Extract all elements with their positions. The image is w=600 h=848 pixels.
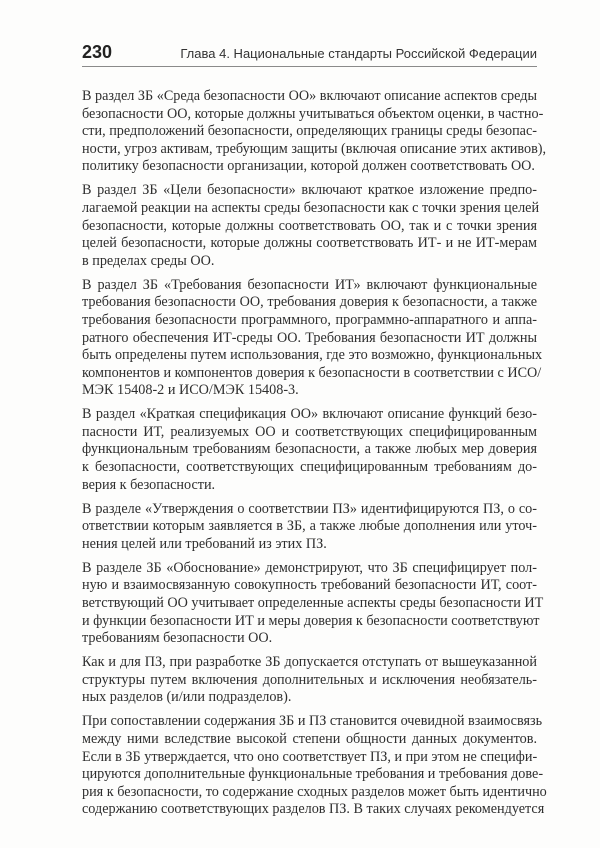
text-line: При сопоставлении содержания ЗБ и ПЗ становится очевидной взаимосвязь <box>82 713 543 730</box>
text-line: В раздел ЗБ «Среда безопасности ОО» включают описание аспектов среды <box>82 88 537 104</box>
text-line: МЭК 15408-2 и ИСО/МЭК 15408-3. <box>82 382 299 399</box>
text-line: ответствии которым заявляется в ЗБ, а также любые дополнения или уточ- <box>82 518 537 535</box>
text-line: В разделе ЗБ «Обоснование» демонстрируют, что ЗБ специфицирует пол- <box>82 559 537 576</box>
text-line: цируются дополнительные функциональные требования и требования дове- <box>82 766 544 783</box>
text-line: ветствующий ОО учитывает определенные аспекты среды безопасности ИТ <box>82 594 544 611</box>
text-line: функциональным требованиям безопасности, а также любых мер доверия <box>82 441 537 458</box>
text-line: лагаемой реакции на аспекты среды безопасности как с точки зрения целей <box>82 199 540 216</box>
body-text <box>82 88 547 825</box>
text-line: Если в ЗБ утверждается, что оно соответствует ПЗ, и при этом не специфи- <box>82 748 538 765</box>
text-line: безопасности ОО, которые должны учитываться объектом оценки, в частно- <box>82 105 544 122</box>
text-line: сти, предположений безопасности, определяющих границы среды безопас- <box>82 123 537 140</box>
page-number: 230 <box>82 42 113 62</box>
text-line: содержанию соответствующих разделов ПЗ. В таких случаях рекомендуется <box>82 801 545 818</box>
text-line: ных разделов (и/или подразделов). <box>82 689 292 706</box>
paragraph <box>82 276 543 400</box>
text-line: и функции безопасности ИТ и меры доверия к безопасности соответствуют <box>82 612 540 629</box>
text-line: политику безопасности организации, которой должен соответствовать ОО. <box>82 158 535 175</box>
paragraph <box>82 713 547 819</box>
text-line: к безопасности, соответствующих специфицированным требованиям до- <box>82 459 537 476</box>
text-line: В раздел «Краткая спецификация ОО» включают описание функций безо- <box>82 406 537 423</box>
text-line: безопасности, которые должны соответствовать ОО, так и с точки зрения <box>82 217 537 234</box>
text-line: быть определены путем использования, где это возможно, функциональных <box>82 347 543 364</box>
text-line: требования безопасности программного, программно-аппаратного и аппа- <box>82 311 537 328</box>
text-line: В разделе «Утверждения о соответствии ПЗ» идентифицируются ПЗ, о со- <box>82 500 537 517</box>
text-line: нения целей или требований из этих ПЗ. <box>82 535 327 552</box>
text-line: рия к безопасности, то содержание сходных разделов может быть идентично <box>82 783 547 800</box>
text-line: ратного обеспечения ИТ-среды ОО. Требования безопасности ИТ должны <box>82 329 537 346</box>
running-header <box>82 40 537 67</box>
paragraph <box>82 654 537 707</box>
text-line: компонентов и компонентов доверия к безопасности в соответствии с ИСО/ <box>82 364 542 381</box>
text-line: ную и взаимосвязанную совокупность требований безопасности ИТ, соот- <box>82 577 537 594</box>
paragraph <box>82 559 544 648</box>
text-line: верия к безопасности. <box>82 476 216 493</box>
text-line: Как и для ПЗ, при разработке ЗБ допускается отступать от вышеуказанной <box>82 654 537 671</box>
paragraph <box>82 88 547 176</box>
paragraph <box>82 501 537 554</box>
text-line: пасности ИТ, реализуемых ОО и соответствующих специфицированным <box>82 423 537 440</box>
paragraph <box>82 182 540 270</box>
text-line: требования безопасности ОО, требования доверия к безопасности, а также <box>82 294 537 311</box>
text-line: требованиям безопасности ОО. <box>82 630 273 647</box>
text-line: в пределах среды ОО. <box>82 252 215 269</box>
text-line: ности, угроз активам, требующим защиты (включая описание этих активов), <box>82 140 547 157</box>
text-line: структуры путем включения дополнительных и исключения необязатель- <box>82 671 537 688</box>
chapter-title: Глава 4. Национальные стандарты Российской Федерации <box>180 46 537 61</box>
text-line: В раздел ЗБ «Требования безопасности ИТ» включают функциональные <box>82 276 537 293</box>
text-line: целей безопасности, которые должны соответствовать ИТ- и не ИТ-мерам <box>82 235 537 252</box>
paragraph <box>82 406 537 494</box>
text-line: В раздел ЗБ «Цели безопасности» включают краткое изложение предпо- <box>82 182 537 199</box>
text-line: между ними вследствие высокой степени общности данных документов. <box>82 730 537 747</box>
